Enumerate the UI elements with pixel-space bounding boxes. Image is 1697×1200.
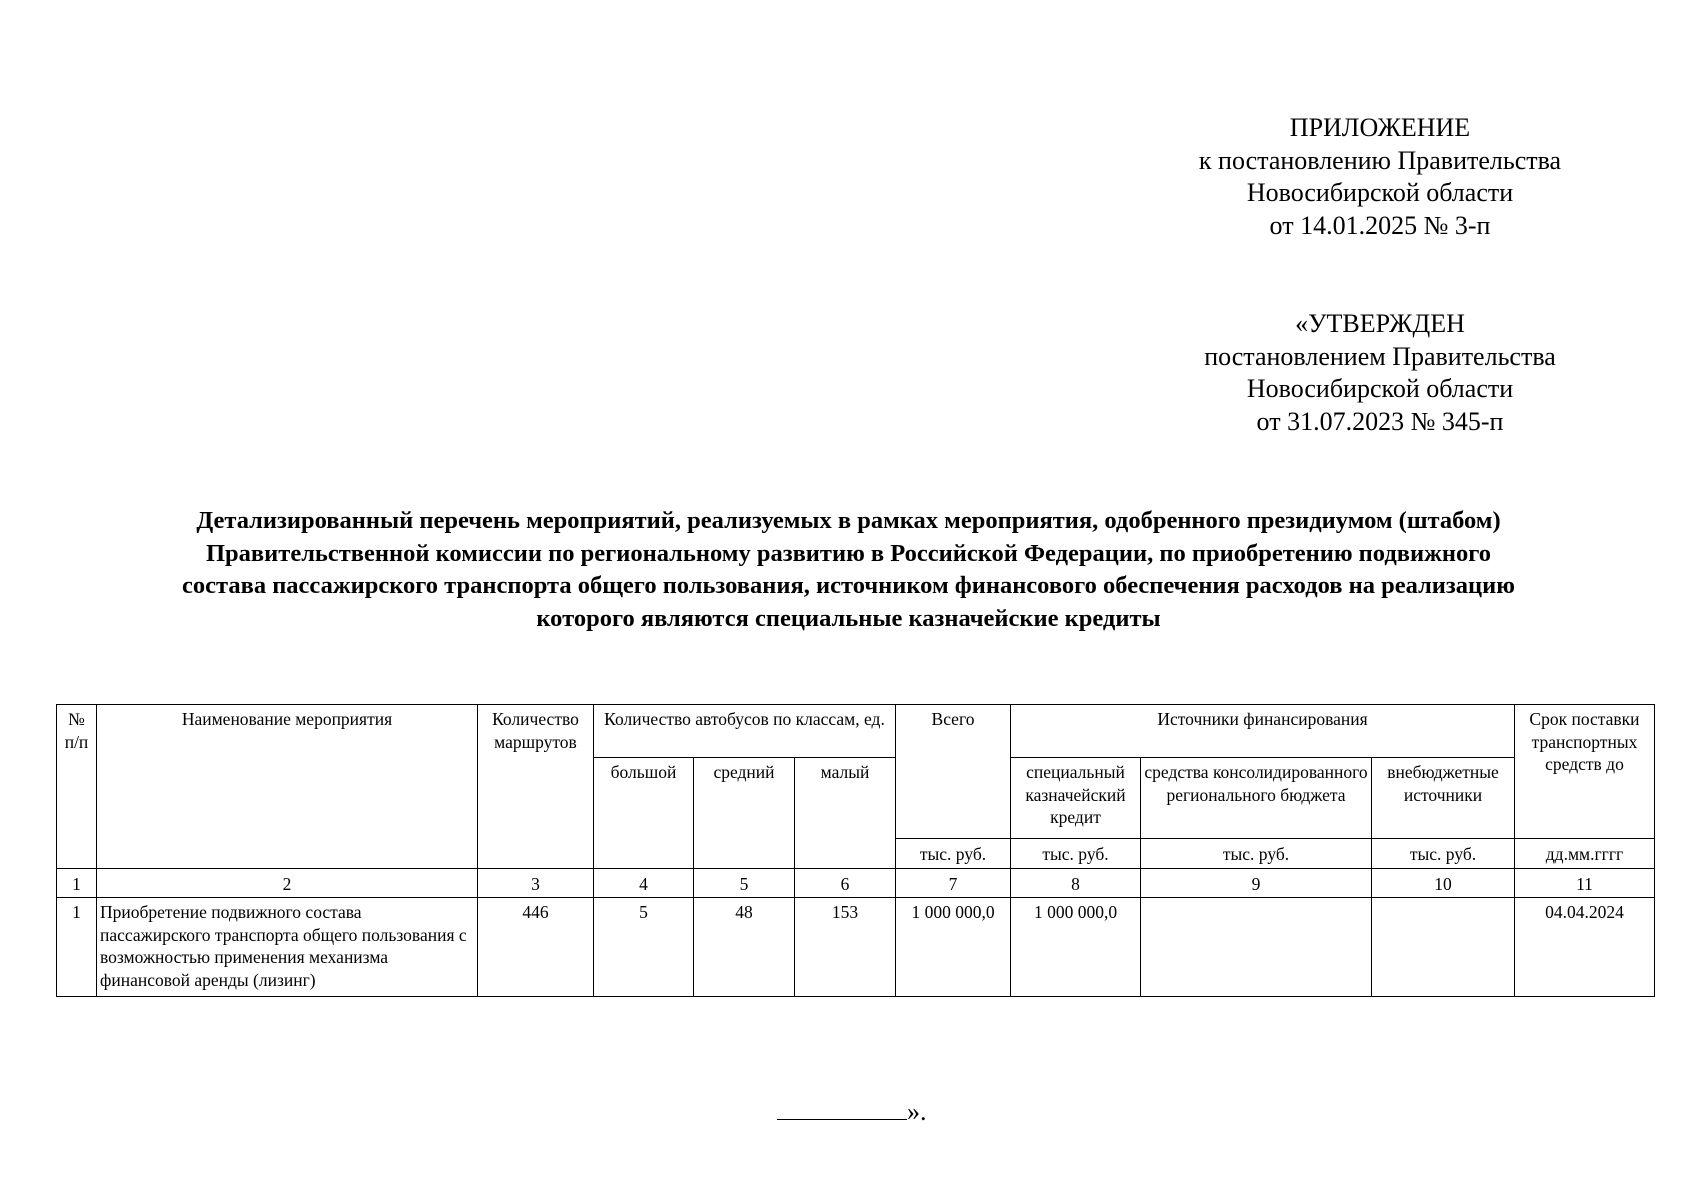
table-row <box>57 898 1655 997</box>
title-line: состава пассажирского транспорта общего пользования, источником финансового обеспечения расходов на реализацию <box>182 572 1515 599</box>
column-number: 3 <box>478 869 594 898</box>
unit-total: тыс. руб. <box>896 839 1011 869</box>
header-source-extra: внебюджетные источники <box>1372 758 1515 839</box>
approval-block <box>1110 308 1650 438</box>
approval-date-number: от 31.07.2023 № 345-п <box>1256 406 1504 436</box>
column-number: 7 <box>896 869 1011 898</box>
header-source-regional: средства консолидированного регионального бюджета <box>1141 758 1372 839</box>
row-bus-small: 153 <box>795 898 896 997</box>
unit-extra: тыс. руб. <box>1372 839 1515 869</box>
column-number: 11 <box>1515 869 1655 898</box>
column-number: 4 <box>594 869 694 898</box>
title-line: которого являются специальные казначейские кредиты <box>536 604 1161 632</box>
header-source-treasury: специальный казначейский кредит <box>1011 758 1141 839</box>
approval-heading: «УТВЕРЖДЕН <box>1295 309 1465 338</box>
row-total: 1 000 000,0 <box>896 898 1011 997</box>
closing-underline <box>777 1093 907 1120</box>
row-regional-budget <box>1141 898 1372 997</box>
column-number: 6 <box>795 869 896 898</box>
header-bus-large: большой <box>594 758 694 869</box>
unit-regional: тыс. руб. <box>1141 839 1372 869</box>
row-bus-large: 5 <box>594 898 694 997</box>
closing-mark <box>777 1093 927 1128</box>
column-number: 8 <box>1011 869 1141 898</box>
appendix-line: Новосибирской области <box>1246 178 1514 207</box>
row-deadline: 04.04.2024 <box>1515 898 1655 997</box>
column-number: 9 <box>1141 869 1372 898</box>
unit-treasury: тыс. руб. <box>1011 839 1141 869</box>
measures-table <box>56 704 1655 997</box>
approval-line: постановлением Правительства <box>1204 341 1556 371</box>
column-number: 2 <box>97 869 478 898</box>
row-num: 1 <box>57 898 97 997</box>
header-sources: Источники финансирования <box>1011 705 1515 758</box>
column-number: 1 <box>57 869 97 898</box>
appendix-date-number: от 14.01.2025 № 3-п <box>1269 210 1491 240</box>
header-total: Всего <box>896 705 1011 839</box>
header-buses: Количество автобусов по классам, ед. <box>594 705 896 758</box>
header-routes: Количество маршрутов <box>478 705 594 869</box>
appendix-line: к постановлению Правительства <box>1198 145 1562 175</box>
row-measure-name: Приобретение подвижного состава пассажирского транспорта общего пользования с возможностью применения механизма финансовой аренды (лизинг) <box>97 898 478 997</box>
title-line: Правительственной комиссии по региональному развитию в Российской Федерации, по приобретению подвижного <box>206 539 1491 567</box>
row-extra-budgetary <box>1372 898 1515 997</box>
row-bus-medium: 48 <box>694 898 795 997</box>
column-number: 10 <box>1372 869 1515 898</box>
row-treasury-credit: 1 000 000,0 <box>1011 898 1141 997</box>
header-deadline: Срок поставки транспортных средств до <box>1515 705 1655 839</box>
row-routes: 446 <box>478 898 594 997</box>
title-line: Детализированный перечень мероприятий, реализуемых в рамках мероприятия, одобренного президиумом (штабом) <box>196 507 1501 534</box>
header-num: № п/п <box>57 705 97 869</box>
header-bus-small: малый <box>795 758 896 869</box>
appendix-block <box>1110 112 1650 242</box>
approval-line: Новосибирской области <box>1246 374 1514 403</box>
column-number: 5 <box>694 869 795 898</box>
document-title <box>40 505 1657 635</box>
unit-deadline: дд.мм.гггг <box>1515 839 1655 869</box>
appendix-heading: ПРИЛОЖЕНИЕ <box>1289 113 1471 142</box>
header-name: Наименование мероприятия <box>97 705 478 869</box>
header-bus-medium: средний <box>694 758 795 869</box>
closing-quote: ». <box>907 1097 927 1126</box>
